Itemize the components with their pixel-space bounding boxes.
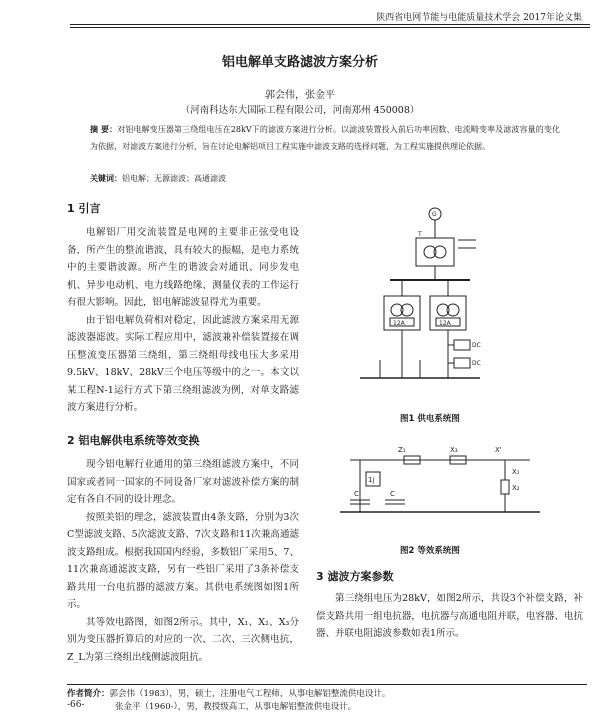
footnote-author-2: 张金平（1960-），男，教授级高工，从事电解铝整流供电设计。	[115, 702, 357, 712]
keywords	[90, 173, 226, 184]
section-1-body	[67, 224, 299, 417]
abstract-text: 对铝电解变压器第三绕组电压在28kV下的滤波方案进行分析。以滤波装置投入前后功率因数、电流畸变率及滤波容量的变化为依据，对滤波方案进行分析，旨在讨论电解铝项目工程实施中滤波支路的选择问题，为工程实施提供理论依据。	[90, 125, 560, 151]
abstract	[90, 121, 560, 155]
figure-2-label: C	[390, 490, 395, 498]
affiliation: （河南科达东大国际工程有限公司，河南郑州 450008）	[180, 105, 420, 116]
figure-2-label: X₁	[512, 468, 520, 476]
figure-2-label: X'	[495, 446, 502, 454]
authors: 郭会伟，张金平	[265, 90, 335, 101]
page-number: -66-	[67, 700, 85, 710]
figure-1-label: DC	[472, 342, 481, 349]
figure-2-caption: 图2 等效系统图	[400, 546, 460, 556]
section-2-body	[67, 456, 299, 666]
header-rule-thin	[70, 27, 590, 28]
main-transformer-box	[416, 238, 454, 266]
figure-2-label: X₂	[512, 484, 520, 492]
figure-2-label: 1j	[368, 476, 375, 484]
section-2-heading: 2 铝电解供电系统等效变换	[67, 434, 200, 447]
footnote	[67, 688, 587, 700]
section-3-paragraph: 第三绕组电压为28kV，如图2所示，共设3个补偿支路，补偿支路共用一组电抗器，电抗器与高通电阻并联，电容器、电抗器、并联电阻滤波参数如表1所示。	[316, 593, 583, 639]
section-3-body	[316, 590, 583, 643]
figure-1-diagram	[350, 200, 490, 400]
section-2-paragraph: 现今铝电解行业通用的第三绕组滤波方案中，不同国家或者同一国家的不同设备厂家对滤波补偿方案的制定有各自不同的设计理念。	[67, 459, 299, 505]
section-3-heading: 3 滤波方案参数	[316, 570, 394, 583]
abstract-label: 摘 要：	[90, 125, 118, 134]
figure-2-diagram	[330, 440, 550, 530]
section-1-paragraph: 电解铝厂用交流装置是电网的主要非正弦受电设备，所产生的整流谐波，具有较大的振幅，是电力系统中的主要谐波源。所产生的谐波会对通讯、同步发电机、异步电动机、电力线路绝缘、测量仪表的工作运行有很大影响。因此，铝电解滤波显得尤为重要。	[67, 227, 299, 308]
header-rule	[70, 24, 590, 25]
figure-1-label: 12A	[393, 320, 405, 327]
keywords-text: 铝电解；无源滤波；高通滤波	[122, 174, 226, 183]
figure-2-label: C	[354, 490, 359, 498]
figure-2-label: Z₁	[398, 446, 406, 454]
figure-1-label: T	[418, 231, 422, 238]
footnote-rule	[67, 684, 587, 685]
keywords-label: 关键词：	[90, 174, 122, 183]
section-2-paragraph: 按照美铝的理念，滤波装置由4条支路，分别为3次C型滤波支路、5次滤波支路、7次支路和11次兼高通滤波支路组成。根据我国国内经验，多数铝厂采用5、7、11次兼高通滤波支路，另有一些铝厂采用了3条补偿支路共用一台电抗器的滤波方案。其供电系统图如图1所示。	[67, 511, 299, 610]
footnote-label: 作者简介：	[67, 689, 110, 699]
figure-1-caption: 图1 供电系统图	[400, 414, 460, 424]
figure-1-label: G	[432, 211, 437, 218]
figure-1-label: DC	[472, 360, 481, 367]
section-2-paragraph: 其等效电路图，如图2所示。其中，X₁、X₂、X₃分别为变压器折算后的对应的一次、二次、三次侧电抗，Z_L为第三绕组出线侧滤波阻抗。	[67, 616, 299, 663]
footnote-author-1: 郭会伟（1983），男，硕士，注册电气工程师，从事电解铝整流供电设计。	[109, 689, 391, 699]
figure-1-label: 12A	[439, 320, 451, 327]
figure-2-label: X₃	[450, 446, 458, 454]
section-1-heading: 1 引言	[67, 202, 101, 215]
section-1-paragraph: 由于铝电解负荷相对稳定，因此滤波方案采用无源滤波器滤波。实际工程应用中，滤波兼补偿装置接在调压整流变压器第三绕组，第三绕组母线电压大多采用9.5kV、18kV、28kV三个电压等级中的之一。本文以某工程N-1运行方式下第三绕组滤波为例，对单支路滤波方案进行分析。	[67, 314, 299, 413]
running-header: 陕西省电网节能与电能质量技术学会 2017年论文集	[376, 13, 582, 23]
paper-title: 铝电解单支路滤波方案分析	[221, 55, 378, 70]
